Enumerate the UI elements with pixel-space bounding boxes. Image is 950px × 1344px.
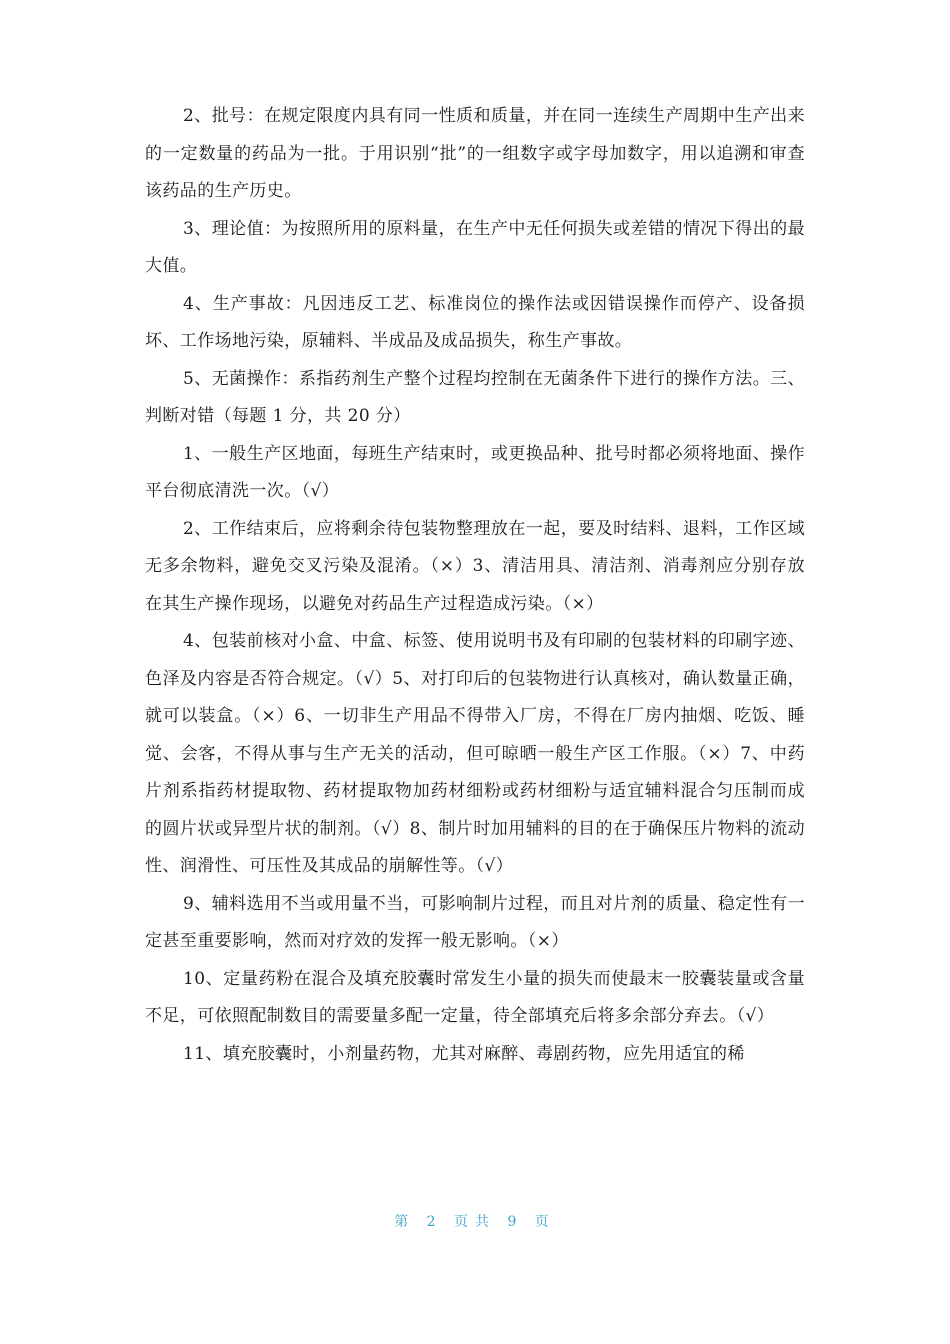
paragraph-judgment-11: 11、填充胶囊时，小剂量药物，尤其对麻醉、毒剧药物，应先用适宜的稀 <box>183 1043 745 1064</box>
paragraph-aseptic-operation: 5、无菌操作：系指药剂生产整个过程均控制在无菌条件下进行的操作方法。三、判断对错（每题 1 分，共 20 分） <box>145 368 805 426</box>
document-body <box>145 98 805 1073</box>
page-number-footer: 第 2 页共 9 页 <box>394 1214 556 1230</box>
paragraph-theoretical-value: 3、理论值：为按照所用的原料量，在生产中无任何损失或差错的情况下得出的最大值。 <box>145 218 805 276</box>
paragraph-judgment-10: 10、定量药粉在混合及填充胶囊时常发生小量的损失而使最末一胶囊装量或含量不足，可依照配制数目的需要量多配一定量，待全部填充后将多余部分弃去。（√） <box>145 968 805 1026</box>
paragraph-judgment-4-8: 4、包装前核对小盒、中盒、标签、使用说明书及有印刷的包装材料的印刷字迹、色泽及内容是否符合规定。（√）5、对打印后的包装物进行认真核对，确认数量正确，就可以装盒。（×）6、一切非生产用品不得带入厂房，不得在厂房内抽烟、吃饭、睡觉、会客，不得从事与生产无关的活动，但可晾晒一般生产区工作服。（×）7、中药片剂系指药材提取物、药材提取物加药材细粉或药材细粉与适宜辅料混合匀压制而成的圆片状或异型片状的制剂。（√）8、制片时加用辅料的目的在于确保压片物料的流动性、润滑性、可压性及其成品的崩解性等。（√） <box>145 631 805 876</box>
paragraph-production-accident: 4、生产事故：凡因违反工艺、标准岗位的操作法或因错误操作而停产、设备损坏、工作场地污染，原辅料、半成品及成品损失，称生产事故。 <box>145 293 805 351</box>
paragraph-judgment-2-3: 2、工作结束后，应将剩余待包装物整理放在一起，要及时结料、退料，工作区域无多余物料，避免交叉污染及混淆。（×）3、清洁用具、清洁剂、消毒剂应分别存放在其生产操作现场，以避免对药品生产过程造成污染。（×） <box>145 518 805 614</box>
paragraph-batch-number: 2、批号：在规定限度内具有同一性质和质量，并在同一连续生产周期中生产出来的一定数量的药品为一批。于用识别“批”的一组数字或字母加数字，用以追溯和审查该药品的生产历史。 <box>145 106 805 201</box>
paragraph-judgment-1: 1、一般生产区地面，每班生产结束时，或更换品种、批号时都必须将地面、操作平台彻底清洗一次。（√） <box>145 443 805 501</box>
paragraph-judgment-9: 9、辅料选用不当或用量不当，可影响制片过程，而且对片剂的质量、稳定性有一定甚至重要影响，然而对疗效的发挥一般无影响。（×） <box>145 893 805 951</box>
